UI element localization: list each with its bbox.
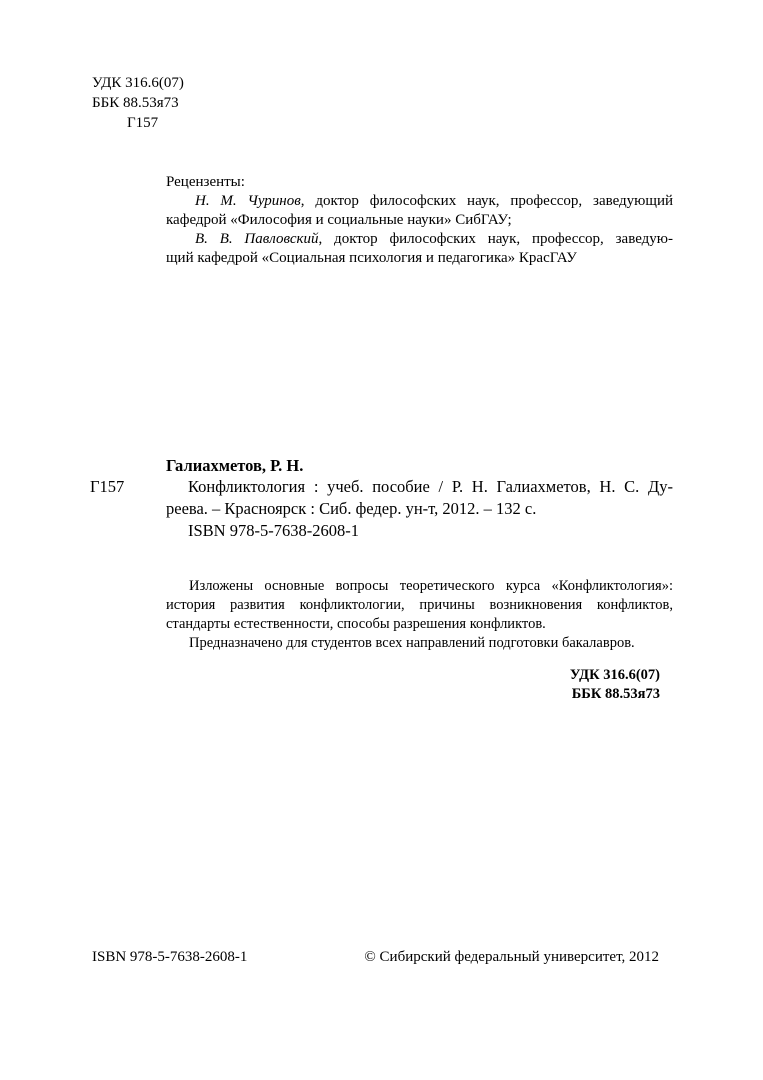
reviewer-1-name: Н. М. Чуринов	[195, 193, 301, 209]
annotation-line-2: история развития конфликтологии, причины возникновения конфликтов,	[166, 597, 673, 613]
annotation-line-3: стандарты естественности, способы разрешения конфликтов.	[166, 616, 546, 632]
reviewer-2-line-2: щий кафедрой «Социальная психология и педагогика» КрасГАУ	[166, 250, 577, 266]
footer-copyright: © Сибирский федеральный университет, 2012	[364, 949, 659, 965]
catalog-line-1: Конфликтология : учеб. пособие / Р. Н. Галиахметов, Н. С. Ду-	[188, 477, 673, 496]
catalog-line-2: реева. – Красноярск : Сиб. федер. ун-т, 2012. – 132 с.	[166, 499, 537, 518]
reviewer-1-line-1	[195, 193, 673, 210]
catalog-isbn: ISBN 978-5-7638-2608-1	[188, 521, 359, 540]
index-bbk: ББК 88.53я73	[571, 686, 660, 702]
bbk-code: ББК 88.53я73	[92, 95, 179, 111]
annotation-line-4: Предназначено для студентов всех направлений подготовки бакалавров.	[189, 635, 635, 651]
reviewers-heading: Рецензенты:	[166, 174, 245, 190]
udk-code: УДК 316.6(07)	[92, 75, 184, 91]
catalog-mark: Г157	[90, 477, 125, 496]
reviewer-1-title: , доктор философских наук, профессор, заведующий	[300, 193, 673, 209]
footer-isbn: ISBN 978-5-7638-2608-1	[92, 949, 248, 965]
catalog-author: Галиахметов, Р. Н.	[166, 456, 304, 475]
reviewer-2-title: , доктор философских наук, профессор, заведую-	[318, 231, 673, 247]
reviewer-1-line-2: кафедрой «Философия и социальные науки» СибГАУ;	[166, 212, 512, 228]
author-mark: Г157	[127, 115, 159, 131]
reviewer-2-line-1	[195, 231, 673, 248]
index-udk: УДК 316.6(07)	[569, 667, 660, 683]
annotation-line-1: Изложены основные вопросы теоретического курса «Конфликтология»:	[189, 578, 673, 594]
reviewer-2-name: В. В. Павловский	[195, 231, 319, 247]
